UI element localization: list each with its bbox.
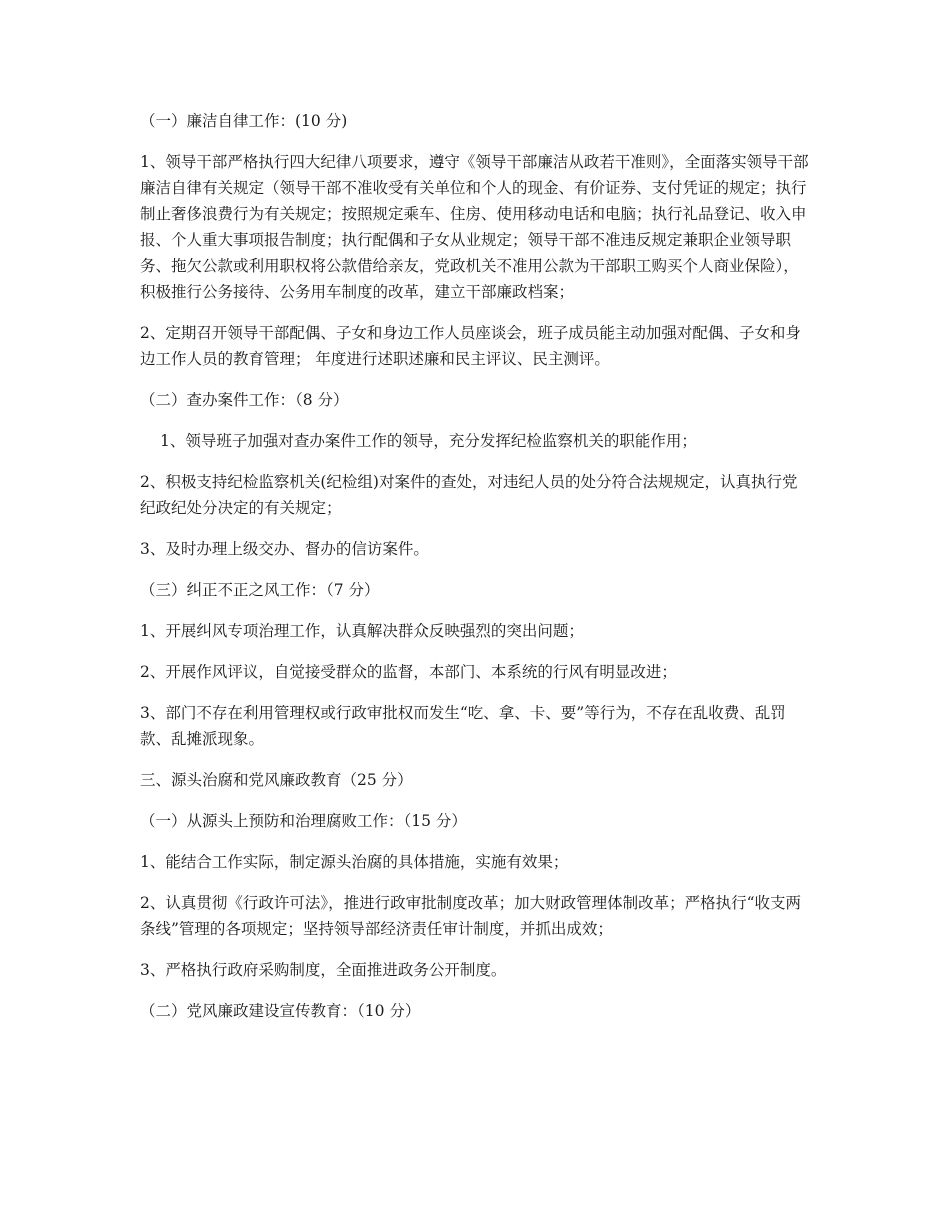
section-heading-correction: （三）纠正不正之风工作：（7 分） bbox=[140, 581, 380, 599]
section-heading-prevention: （一）从源头上预防和治理腐败工作：（15 分） bbox=[140, 812, 467, 830]
paragraph-correction-1: 1、开展纠风专项治理工作，认真解决群众反映强烈的突出问题； bbox=[140, 622, 584, 640]
paragraph-cases-1: 1、领导班子加强对查办案件工作的领导，充分发挥纪检监察机关的职能作用； bbox=[160, 432, 697, 450]
document-page bbox=[140, 108, 812, 1039]
paragraph-correction-3: 3、部门不存在利用管理权或行政审批权而发生“吃、拿、卡、要”等行为，不存在乱收费、乱罚款、乱摊派现象。 bbox=[140, 704, 786, 748]
paragraph-prevention-3: 3、严格执行政府采购制度，全面推进政务公开制度。 bbox=[140, 961, 507, 979]
section-heading-education: （二）党风廉政建设宣传教育：（10 分） bbox=[140, 1002, 421, 1020]
paragraph-integrity-1: 1、领导干部严格执行四大纪律八项要求，遵守《领导干部廉洁从政若干准则》，全面落实领导干部廉洁自律有关规定（领导干部不准收受有关单位和个人的现金、有价证券、支付凭证的规定；执行制止奢侈浪费行为有关规定；按照规定乘车、住房、使用移动电话和电脑；执行礼品登记、收入申报、个人重大事项报告制度；执行配偶和子女从业规定；领导干部不准违反规定兼职企业领导职务、拖欠公款或利用职权将公款借给亲友，党政机关不准用公款为干部职工购买个人商业保险），积极推行公务接待、公务用车制度的改革，建立干部廉政档案； bbox=[140, 153, 809, 301]
section-heading-cases: （二）查办案件工作：（8 分） bbox=[140, 391, 349, 409]
section-heading-integrity: （一）廉洁自律工作：(10 分) bbox=[140, 112, 348, 130]
paragraph-prevention-2: 2、认真贯彻《行政许可法》，推进行政审批制度改革；加大财政管理体制改革；严格执行“收支两条线”管理的各项规定；坚持领导部经济责任审计制度，并抓出成效； bbox=[140, 894, 802, 938]
chapter-heading-source-governance: 三、源头治腐和党风廉政教育（25 分） bbox=[140, 771, 413, 789]
paragraph-cases-3: 3、及时办理上级交办、督办的信访案件。 bbox=[140, 540, 429, 558]
paragraph-cases-2: 2、积极支持纪检监察机关(纪检组)对案件的查处，对违纪人员的处分符合法规规定，认真执行党纪政纪处分决定的有关规定； bbox=[140, 473, 798, 517]
paragraph-correction-2: 2、开展作风评议，自觉接受群众的监督，本部门、本系统的行风有明显改进； bbox=[140, 663, 677, 681]
paragraph-prevention-1: 1、能结合工作实际，制定源头治腐的具体措施，实施有效果； bbox=[140, 853, 569, 871]
paragraph-integrity-2: 2、定期召开领导干部配偶、子女和身边工作人员座谈会，班子成员能主动加强对配偶、子女和身边工作人员的教育管理； 年度进行述职述廉和民主评议、民主测评。 bbox=[140, 324, 801, 368]
